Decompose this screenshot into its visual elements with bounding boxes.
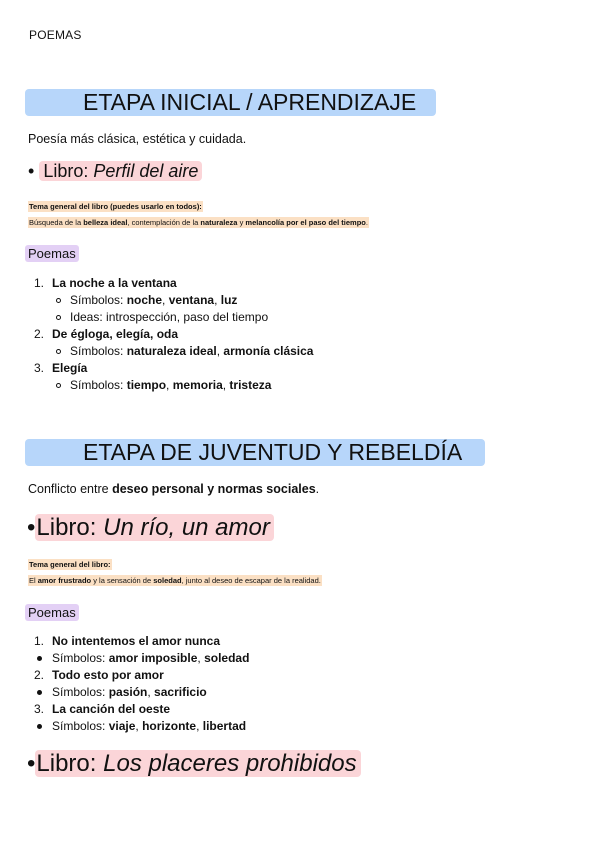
book-heading xyxy=(27,514,274,542)
list-item xyxy=(34,684,434,701)
poem-symbols: Símbolos: naturaleza ideal, armonía clásica xyxy=(70,344,314,358)
poem-symbols: Símbolos: pasión, sacrificio xyxy=(52,685,207,699)
book-heading xyxy=(28,161,202,182)
poem-symbols: Símbolos: amor imposible, soledad xyxy=(52,651,250,665)
book-prefix: Libro: xyxy=(36,750,97,777)
bullet: • xyxy=(27,750,36,777)
poems-section-label: Poemas xyxy=(25,604,79,621)
circle-bullet-icon xyxy=(56,383,61,388)
poem-title: La canción del oeste xyxy=(52,702,171,716)
bullet: • xyxy=(28,161,35,181)
poem-title: La noche a la ventana xyxy=(52,276,177,290)
list-item xyxy=(34,667,434,684)
book-title: Los placeres prohibidos xyxy=(103,750,357,777)
book-title-highlight xyxy=(39,161,202,181)
list-number: 2. xyxy=(34,327,45,341)
poem-symbols: Símbolos: viaje, horizonte, libertad xyxy=(52,719,247,733)
bullet: • xyxy=(27,514,36,541)
theme-text: Búsqueda de la belleza ideal, contemplación de la naturaleza y melancolía por el paso del tiempo. xyxy=(29,218,368,227)
book-heading-second xyxy=(27,750,361,778)
circle-bullet-icon xyxy=(56,298,61,303)
poem-title: De égloga, elegía, oda xyxy=(52,327,179,341)
poem-list xyxy=(34,275,434,394)
book-title-highlight xyxy=(35,514,273,541)
stage-description: Conflicto entre deseo personal y normas sociales. xyxy=(28,482,320,496)
list-number: 2. xyxy=(34,668,45,682)
poem-title: No intentemos el amor nunca xyxy=(52,634,221,648)
book-prefix: Libro: xyxy=(43,161,89,181)
list-item xyxy=(34,377,434,394)
list-number: 1. xyxy=(34,276,45,290)
dot-bullet-icon xyxy=(37,690,42,695)
poem-symbols: Símbolos: noche, ventana, luz xyxy=(70,293,238,307)
poem-symbols: Símbolos: tiempo, memoria, tristeza xyxy=(70,378,272,392)
list-number: 1. xyxy=(34,634,45,648)
list-item xyxy=(34,275,434,292)
theme-label: Tema general del libro (puedes usarlo en todos): xyxy=(29,202,202,211)
book-title-highlight xyxy=(35,750,360,777)
list-number: 3. xyxy=(34,702,45,716)
book-prefix: Libro: xyxy=(36,514,97,541)
poem-title: Elegía xyxy=(52,361,88,375)
dot-bullet-icon xyxy=(37,724,42,729)
book-title: Un río, un amor xyxy=(103,514,270,541)
list-item xyxy=(34,360,434,377)
theme-text: El amor frustrado y la sensación de soledad, junto al deseo de escapar de la realidad. xyxy=(29,576,321,585)
book-theme xyxy=(28,199,369,231)
stage-description: Poesía más clásica, estética y cuidada. xyxy=(28,132,247,146)
dot-bullet-icon xyxy=(37,656,42,661)
list-item xyxy=(34,718,434,735)
stage-heading-initial: ETAPA INICIAL / APRENDIZAJE xyxy=(25,89,436,116)
list-item xyxy=(34,292,434,309)
document-title: POEMAS xyxy=(29,28,82,42)
list-item xyxy=(34,633,434,650)
list-item xyxy=(34,343,434,360)
circle-bullet-icon xyxy=(56,315,61,320)
list-item xyxy=(34,326,434,343)
poems-section-label: Poemas xyxy=(25,245,79,262)
book-title: Perfil del aire xyxy=(93,161,199,181)
poem-ideas: Ideas: introspección, paso del tiempo xyxy=(70,310,269,324)
list-item xyxy=(34,701,434,718)
list-item xyxy=(34,650,434,667)
list-number: 3. xyxy=(34,361,45,375)
theme-label: Tema general del libro: xyxy=(29,560,111,569)
stage-heading-youth: ETAPA DE JUVENTUD Y REBELDÍA xyxy=(25,439,485,466)
book-theme xyxy=(28,557,322,589)
circle-bullet-icon xyxy=(56,349,61,354)
poem-list xyxy=(34,633,434,735)
poem-title: Todo esto por amor xyxy=(52,668,164,682)
list-item xyxy=(34,309,434,326)
